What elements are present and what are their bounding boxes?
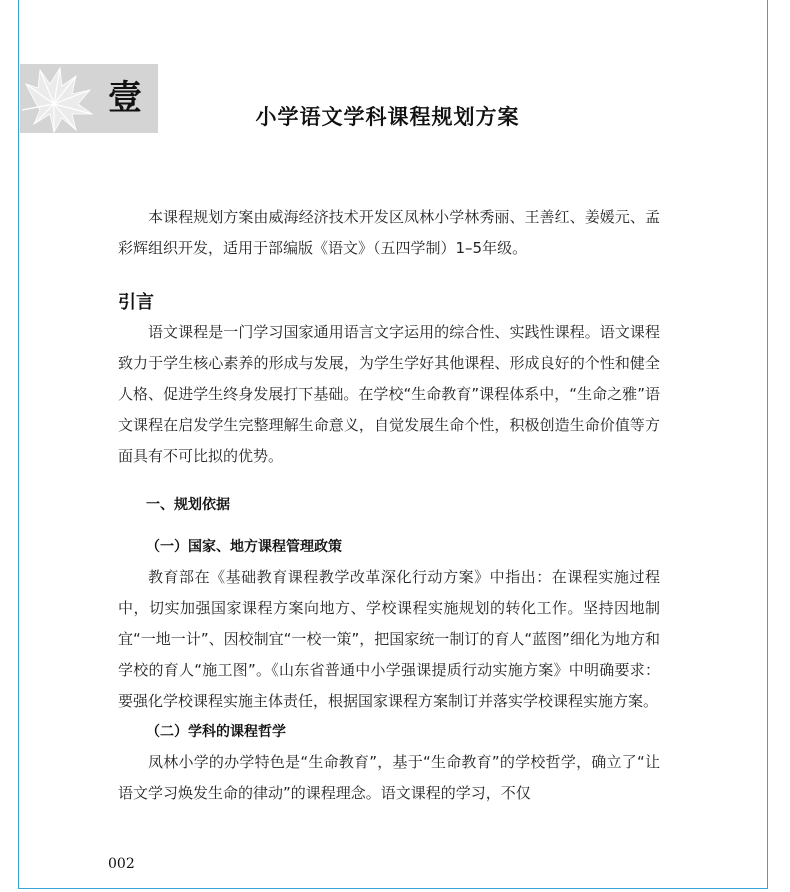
intro-paragraph: 本课程规划方案由威海经济技术开发区凤林小学林秀丽、王善红、姜媛元、孟彩辉组织开发，适用于部编版《语文》（五四学制）1–5年级。 (118, 208, 660, 257)
subsection-paragraph-2: 凤林小学的办学特色是“生命教育”，基于“生命教育”的学校哲学，确立了“让语文学习焕发生命的律动”的课程理念。语文课程的学习，不仅 (118, 753, 660, 802)
section-heading: 一、规划依据 (146, 497, 230, 513)
subsection-heading-2: （二）学科的课程哲学 (146, 724, 286, 740)
page-number: 002 (108, 856, 135, 872)
chapter-badge (20, 64, 158, 133)
document-title: 小学语文学科课程规划方案 (255, 104, 520, 130)
subsection-heading-1: （一）国家、地方课程管理政策 (146, 539, 342, 555)
maple-leaf-icon (20, 64, 105, 133)
preface-paragraph: 语文课程是一门学习国家通用语言文字运用的综合性、实践性课程。语文课程致力于学生核心素养的形成与发展，为学生学好其他课程、形成良好的个性和健全人格、促进学生终身发展打下基础。在学校“生命教育”课程体系中，“生命之雅”语文课程在启发学生完整理解生命意义，自觉发展生命个性，积极创造生命价值等方面具有不可比拟的优势。 (118, 323, 660, 465)
chapter-number: 壹 (108, 78, 142, 118)
main-content (118, 202, 660, 809)
subsection-paragraph-1: 教育部在《基础教育课程教学改革深化行动方案》中指出：在课程实施过程中，切实加强国家课程方案向地方、学校课程实施规划的转化工作。坚持因地制宜“一地一计”、因校制宜“一校一策”，把国家统一制订的育人“蓝图”细化为地方和学校的育人“施工图”。《山东省普通中小学强课提质行动实施方案》中明确要求：要强化学校课程实施主体责任，根据国家课程方案制订并落实学校课程实施方案。 (118, 568, 660, 710)
preface-title: 引言 (118, 292, 154, 313)
